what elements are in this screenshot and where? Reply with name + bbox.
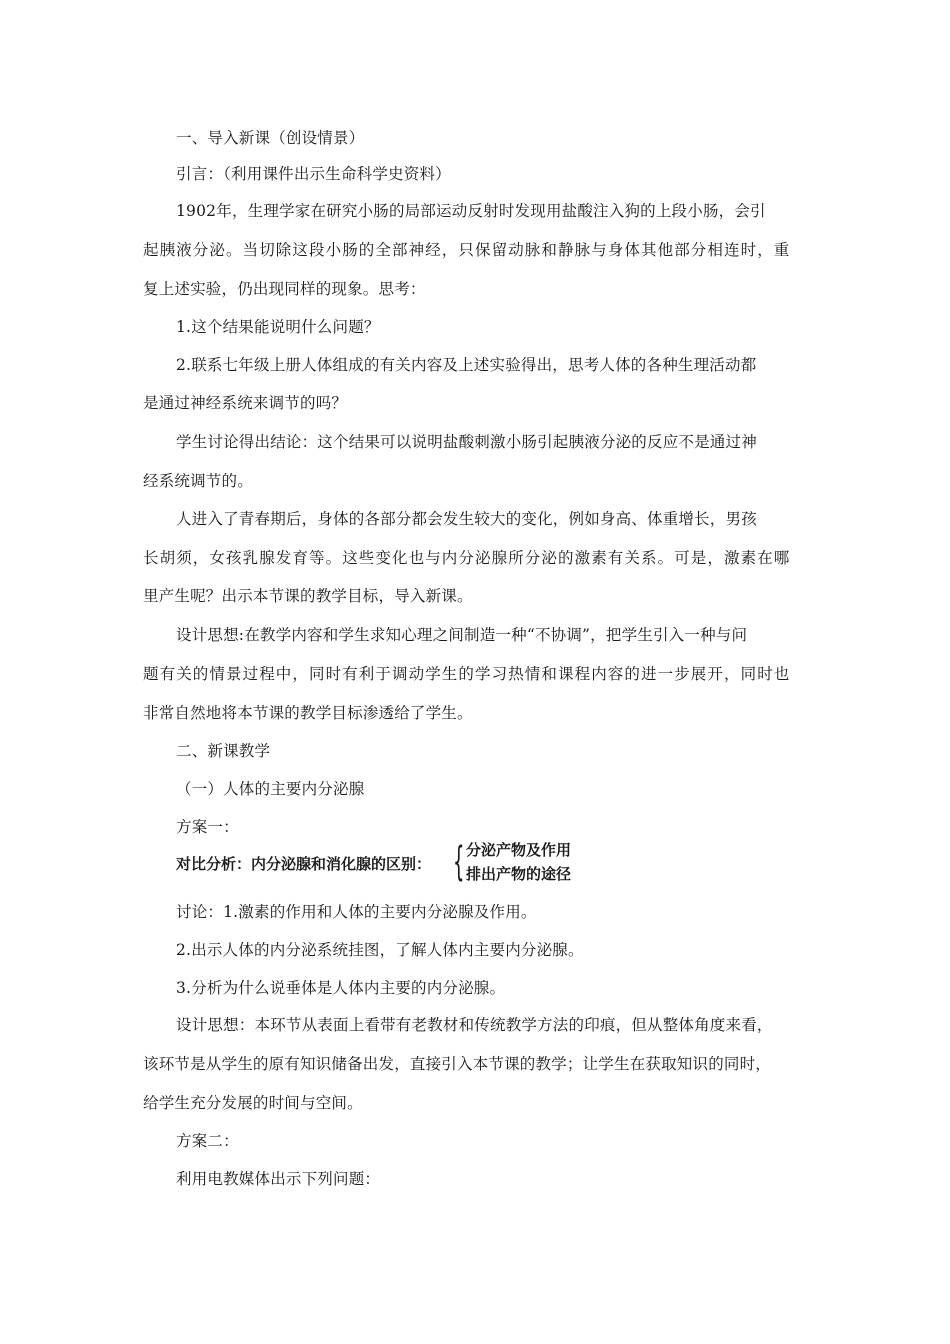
paragraph-design-1-cont: 非常自然地将本节课的教学目标渗透给了学生。 <box>143 704 473 722</box>
paragraph-intro-note: 引言：（利用课件出示生命科学史资料） <box>176 165 451 183</box>
paragraph-history-cont: 起胰液分泌。当切除这段小肠的全部神经，只保留动脉和静脉与身体其他部分相连时，重 <box>143 241 791 259</box>
paragraph-design-2: 设计思想：本环节从表面上看带有老教材和传统教学方法的印痕，但从整体角度来看， <box>176 1016 773 1034</box>
comparison-item: 排出产物的途径 <box>466 865 572 883</box>
paragraph-media-questions: 利用电教媒体出示下列问题： <box>176 1170 381 1188</box>
plan-one-label: 方案一： <box>176 818 239 836</box>
paragraph-design-1: 设计思想:在教学内容和学生求知心理之间制造一种“不协调”，把学生引入一种与问 <box>176 626 748 644</box>
section-heading-new-lesson: 二、新课教学 <box>176 742 271 760</box>
paragraph-conclusion: 学生讨论得出结论：这个结果可以说明盐酸刺激小肠引起胰液分泌的反应不是通过神 <box>176 433 757 451</box>
paragraph-design-2-cont: 给学生充分发展的时间与空间。 <box>143 1094 363 1112</box>
paragraph-history-cont: 复上述实验，仍出现同样的现象。思考： <box>143 280 426 298</box>
paragraph-puberty-cont: 里产生呢？出示本节课的教学目标，导入新课。 <box>143 587 473 605</box>
paragraph-puberty: 人进入了青春期后，身体的各部分都会发生较大的变化，例如身高、体重增长，男孩 <box>176 510 757 528</box>
question-2-cont: 是通过神经系统来调节的吗？ <box>143 394 348 412</box>
comparison-label: 对比分析：内分泌腺和消化腺的区别： <box>176 855 432 873</box>
paragraph-conclusion-cont: 经系统调节的。 <box>143 472 253 490</box>
discussion-2: 2.出示人体的内分泌系统挂图，了解人体内主要内分泌腺。 <box>176 941 584 959</box>
discussion-1: 讨论：1.激素的作用和人体的主要内分泌腺及作用。 <box>176 903 537 921</box>
brace-symbol: { <box>453 839 465 885</box>
paragraph-puberty-cont: 长胡须，女孩乳腺发育等。这些变化也与内分泌腺所分泌的激素有关系。可是，激素在哪 <box>143 549 791 567</box>
paragraph-history: 1902年，生理学家在研究小肠的局部运动反射时发现用盐酸注入狗的上段小肠，会引 <box>176 202 766 220</box>
paragraph-design-2-cont: 该环节是从学生的原有知识储备出发，直接引入本节课的教学；让学生在获取知识的同时， <box>143 1055 772 1073</box>
section-heading-intro: 一、导入新课（创设情景） <box>176 129 365 147</box>
discussion-3: 3.分析为什么说垂体是人体内主要的内分泌腺。 <box>176 979 506 997</box>
paragraph-design-1-cont: 题有关的情景过程中，同时有利于调动学生的学习热情和课程内容的进一步展开，同时也 <box>143 665 791 683</box>
comparison-item: 分泌产物及作用 <box>466 841 572 859</box>
question-1: 1.这个结果能说明什么问题？ <box>176 318 380 336</box>
plan-two-label: 方案二： <box>176 1132 239 1150</box>
subsection-heading-glands: （一）人体的主要内分泌腺 <box>176 780 365 798</box>
question-2: 2.联系七年级上册人体组成的有关内容及上述实验得出，思考人体的各种生理活动都 <box>176 356 757 374</box>
